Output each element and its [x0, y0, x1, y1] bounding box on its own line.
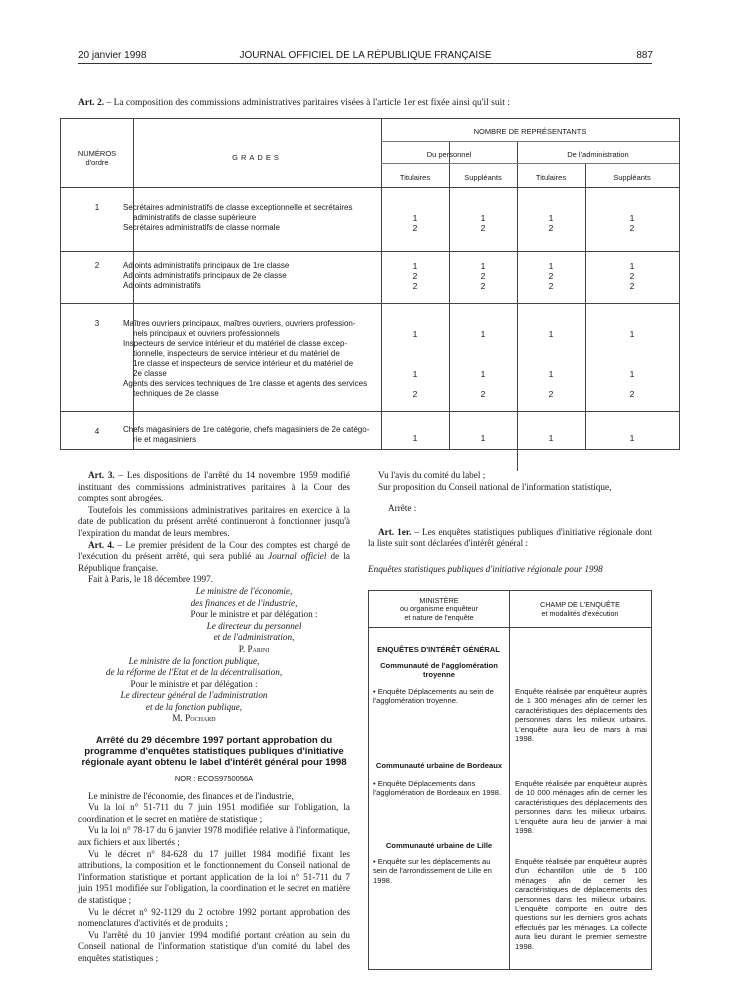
row-2-num: 2 [94, 261, 100, 270]
col-header-titulaires-admin: Titulaires [535, 173, 567, 182]
champ-bordeaux: Enquête réalisée par enquêteur auprès de 10 000 ménages afin de cerner les caractéristiques des déplacements des personnes dans les milieux urbains. L'enquête aura lieu de janvier à mai 1998. [515, 779, 647, 836]
row-1-num: 1 [94, 203, 100, 212]
enquete-lille: • Enquête sur les déplacements au sein de l'arrondissement de Lille en 1998. [373, 857, 492, 885]
col-header-champ: CHAMP DE L'ENQUÊTE et modalités d'exécution [540, 600, 620, 618]
col-header-ministere: MINISTÈRE ou organisme enquêteur et nature de l'enquête [400, 596, 478, 622]
enquetes-table [368, 590, 652, 970]
value: 1 [480, 213, 486, 223]
visa-paragraph: Vu le décret n° 92-1129 du 2 octobre 1992 portant approbation des nomenclatures d'activités et de produits ; [78, 906, 350, 929]
row-2-grades: Adjoints administratifs principaux de 1re classe Adjoints administratifs principaux de 2e classe Adjoints administratifs [123, 261, 290, 290]
value: 2 [480, 271, 486, 281]
col-header-num: NUMÉROS d'ordre [77, 149, 117, 167]
value: 1 [480, 329, 486, 339]
table-caption: Enquêtes statistiques publiques d'initiative régionale pour 1998 [368, 563, 603, 574]
row-3-num: 3 [94, 319, 100, 328]
value: 1 [480, 369, 486, 379]
value: 2 [548, 271, 554, 281]
value: 2 [548, 389, 554, 399]
delegation-1: Pour le ministre et par délégation : [190, 609, 318, 620]
right-column [368, 470, 652, 576]
header-page-number: 887 [636, 50, 653, 61]
value: 2 [629, 271, 635, 281]
row-4-grades: Chefs magasiniers de 1re catégorie, chefs magasiniers de 2e catégo- rie et magasiniers [123, 425, 370, 444]
value: 1 [548, 261, 554, 271]
arrete-title: Arrêté du 29 décembre 1997 portant approbation du programme d'enquêtes statistiques publiques d'initiative régionale ayant obtenu le label d'intérêt général pour 1998 [81, 735, 347, 769]
value: 1 [629, 213, 635, 223]
value: 2 [548, 223, 554, 233]
row-3-grades: Maîtres ouvriers principaux, maîtres ouvriers, ouvriers profession- nels principaux et ouvriers professionnels Inspecteurs de service intérieur et du matériel de classe excep- tionnelle, inspecteurs de service intérieur et du matériel de 1re classe et inspecteurs de service intérieur et du matériel de 2e classe Agents des services techniques de 1re classe et agents des services techniques de 2e classe [123, 319, 368, 398]
signatory-1-name: P. Parini [238, 643, 270, 654]
director-2: Le directeur général de l'administration et de la fonction publique, [120, 690, 268, 712]
col-header-admin: De l'administration [567, 150, 629, 159]
col-header-grades: GRADES [232, 153, 282, 162]
header-date: 20 janvier 1998 [78, 50, 147, 61]
value: 1 [412, 261, 418, 271]
value: 2 [629, 223, 635, 233]
group-lille: Communauté urbaine de Lille [385, 841, 493, 850]
section-heading: ENQUÊTES D'INTÉRÊT GÉNÉRAL [377, 645, 500, 654]
representatives-table [60, 118, 680, 450]
value: 1 [480, 261, 486, 271]
header-rule [78, 63, 652, 64]
value: 2 [629, 389, 635, 399]
value: 1 [548, 329, 554, 339]
value: 1 [629, 369, 635, 379]
value: 2 [480, 223, 486, 233]
value: 2 [412, 271, 418, 281]
director-1: Le directeur du personnel et de l'administration, [206, 620, 302, 643]
visa-paragraph: Vu la loi n° 78-17 du 6 janvier 1978 modifiée relative à l'informatique, aux fichiers et aux libertés ; [78, 825, 350, 848]
enquete-bordeaux: • Enquête Déplacements dans l'agglomération de Bordeaux en 1998. [373, 779, 502, 798]
visa-paragraph: Le ministre de l'économie, des finances et de l'industrie, [88, 790, 294, 801]
value: 1 [548, 369, 554, 379]
row-1-grades: Secrétaires administratifs de classe exceptionnelle et secrétaires administratifs de classe supérieure Secrétaires administratifs de classe normale [123, 203, 353, 232]
value: 1 [480, 433, 486, 443]
signature-date: Fait à Paris, le 18 décembre 1997. [88, 574, 214, 585]
value: 1 [412, 369, 418, 379]
value: 1 [629, 329, 635, 339]
signature-block-2: Le ministre de la fonction publique, de la réforme de l'Etat et de la décentralisation, [105, 655, 283, 678]
enquete-troyes: • Enquête Déplacements au sein de l'agglomération troyenne. [373, 687, 494, 706]
value: 1 [548, 433, 554, 443]
value: 1 [629, 433, 635, 443]
row-4-num: 4 [94, 427, 100, 436]
value: 2 [412, 281, 418, 291]
article-3-paragraph: Toutefois les commissions administratives paritaires en exercice à la date de publication du présent arrêté continueront à fonctionner jusqu'à l'expiration du mandat de leurs membres. [78, 504, 350, 538]
article-3: Art. 3. – Les dispositions de l'arrêté du 14 novembre 1959 modifié instituant des commissions administratives paritaires à la Cour des comptes sont abrogées. [78, 470, 350, 504]
visa-paragraph: Vu l'arrêté du 10 janvier 1994 modifié portant création au sein du Conseil national de l'information statistique d'un comité du label des enquêtes statistiques ; [78, 929, 350, 963]
arrete-heading: Arrête : [388, 503, 417, 514]
value: 1 [412, 213, 418, 223]
article-1: Art. 1er. – Les enquêtes statistiques publiques d'initiative régionale dont la liste suit sont déclarées d'intérêt général : [368, 526, 652, 549]
col-header-personnel: Du personnel [426, 150, 472, 159]
value: 1 [412, 329, 418, 339]
value: 2 [480, 389, 486, 399]
value: 2 [412, 223, 418, 233]
value: 2 [548, 281, 554, 291]
value: 1 [412, 433, 418, 443]
left-column [78, 470, 350, 965]
visa-proposition: Sur proposition du Conseil national de l'information statistique, [378, 481, 612, 492]
value: 1 [548, 213, 554, 223]
delegation-2: Pour le ministre et par délégation : [130, 678, 258, 689]
champ-lille: Enquête réalisée par enquêteur auprès d'un échantillon utile de 5 100 ménages afin de cerner les caractéristiques de déplacements des personnes dans les milieux urbains. L'enquête comporte en outre des questions sur les derniers gros achats effectués par les ménages. La collecte aura lieu durant le premier semestre 1998. [515, 857, 647, 951]
col-header-nombre: NOMBRE DE REPRÉSENTANTS [473, 127, 587, 136]
nor-reference: NOR : ECOS9750056A [174, 774, 254, 784]
value: 2 [480, 281, 486, 291]
group-bordeaux: Communauté urbaine de Bordeaux [375, 761, 503, 770]
champ-troyes: Enquête réalisée par enquêteur auprès de 1 300 ménages afin de cerner les caractéristiques des déplacements des personnes dans les milieux urbains. L'enquête aura lieu de mars à mai 1998. [515, 687, 647, 744]
value: 1 [629, 261, 635, 271]
signature-block-1: Le ministre de l'économie, des finances et de l'industrie, [190, 585, 298, 608]
signatory-2-name: M. Pochard [172, 713, 216, 724]
group-troyes: Communauté de l'agglomération troyenne [380, 661, 498, 680]
col-header-suppleants-admin: Suppléants [613, 173, 651, 182]
visa-paragraph: Vu la loi n° 51-711 du 7 juin 1951 modifiée sur l'obligation, la coordination et le secret en matière de statistique ; [78, 802, 350, 824]
col-header-suppleants: Suppléants [464, 173, 502, 182]
visa-avis: Vu l'avis du comité du label ; [378, 470, 486, 480]
col-header-titulaires: Titulaires [399, 173, 431, 182]
value: 2 [412, 389, 418, 399]
header-journal: JOURNAL OFFICIEL DE LA RÉPUBLIQUE FRANÇAISE [239, 50, 492, 61]
visa-paragraph: Vu le décret n° 84-628 du 17 juillet 1984 modifié fixant les attributions, la composition et le fonctionnement du Conseil national de l'information statistique et portant application de la loi n° 51-711 du 7 juin 1951 modifiée sur l'obligation, la coordination et le secret en matière de statistique ; [78, 848, 350, 905]
article-4: Art. 4. – Le premier président de la Cour des comptes est chargé de l'exécution du présent arrêté, qui sera publié au Journal officiel de la République française. [78, 539, 350, 573]
article-2: Art. 2. – La composition des commissions administratives paritaires visées à l'article 1er est fixée ainsi qu'il suit : [78, 98, 510, 108]
value: 2 [629, 281, 635, 291]
